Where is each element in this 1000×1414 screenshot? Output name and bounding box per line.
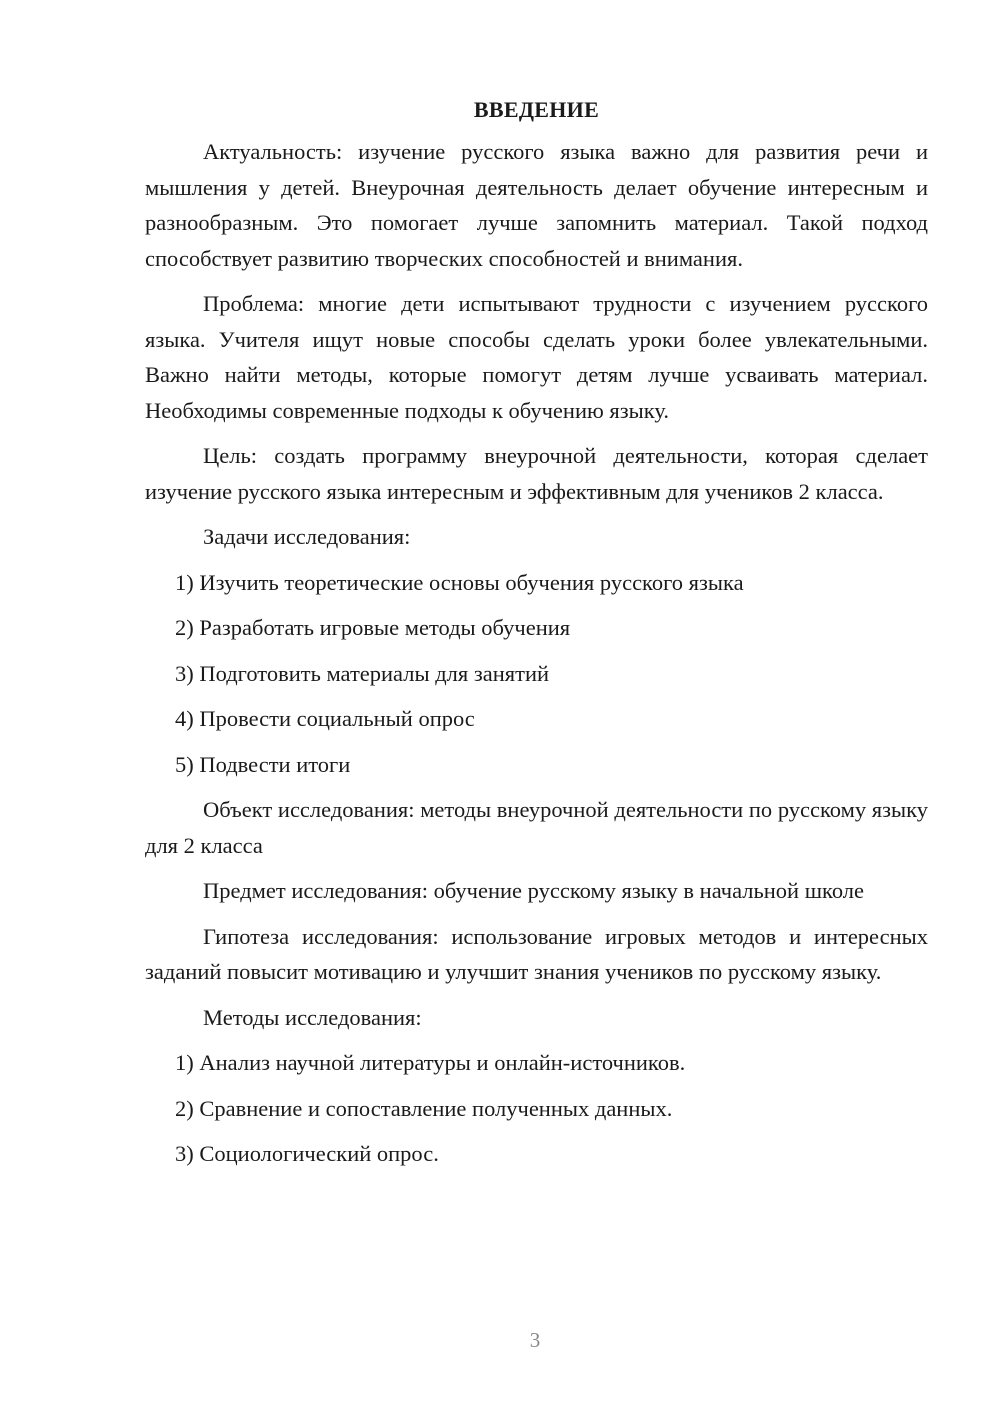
paragraph-object: Объект исследования: методы внеурочной деятельности по русскому языку для 2 класса [145, 797, 928, 858]
list-item: 2) Разработать игровые методы обучения [175, 615, 571, 640]
list-item: 1) Анализ научной литературы и онлайн-источников. [175, 1050, 686, 1075]
methods-list [145, 1045, 928, 1172]
paragraph-goal: Цель: создать программу внеурочной деятельности, которая сделает изучение русского языка интересным и эффективным для учеников 2 класса. [145, 443, 928, 504]
page-number: 3 [529, 1328, 541, 1352]
list-item: 4) Провести социальный опрос [175, 706, 475, 731]
list-item: 5) Подвести итоги [175, 751, 351, 777]
list-item: 1) Изучить теоретические основы обучения русского языка [175, 569, 744, 595]
list-item: 3) Подготовить материалы для занятий [175, 660, 550, 686]
tasks-list [145, 565, 928, 783]
page-title: ВВЕДЕНИЕ [473, 97, 600, 122]
paragraph-relevance: Актуальность: изучение русского языка важно для развития речи и мышления у детей. Внеурочная деятельность делает обучение интересным и разнообразным. Это помогает лучше запомнить материал. Такой подход способствует развитию творческих способностей и внимания. [145, 139, 928, 271]
paragraph-hypothesis: Гипотеза исследования: использование игровых методов и интересных заданий повысит мотивацию и улучшит знания учеников по русскому языку. [145, 923, 928, 984]
tasks-heading: Задачи исследования: [203, 524, 411, 549]
paragraph-subject: Предмет исследования: обучение русскому языку в начальной школе [203, 878, 865, 903]
document-page [145, 92, 928, 1182]
list-item: 2) Сравнение и сопоставление полученных данных. [175, 1095, 673, 1121]
methods-heading: Методы исследования: [203, 1004, 422, 1030]
list-item: 3) Социологический опрос. [175, 1141, 439, 1166]
paragraph-problem: Проблема: многие дети испытывают трудности с изучением русского языка. Учителя ищут новые способы сделать уроки более увлекательными. Важно найти методы, которые помогут детям лучше усваивать материал. Необходимы современные подходы к обучению языку. [145, 291, 928, 423]
